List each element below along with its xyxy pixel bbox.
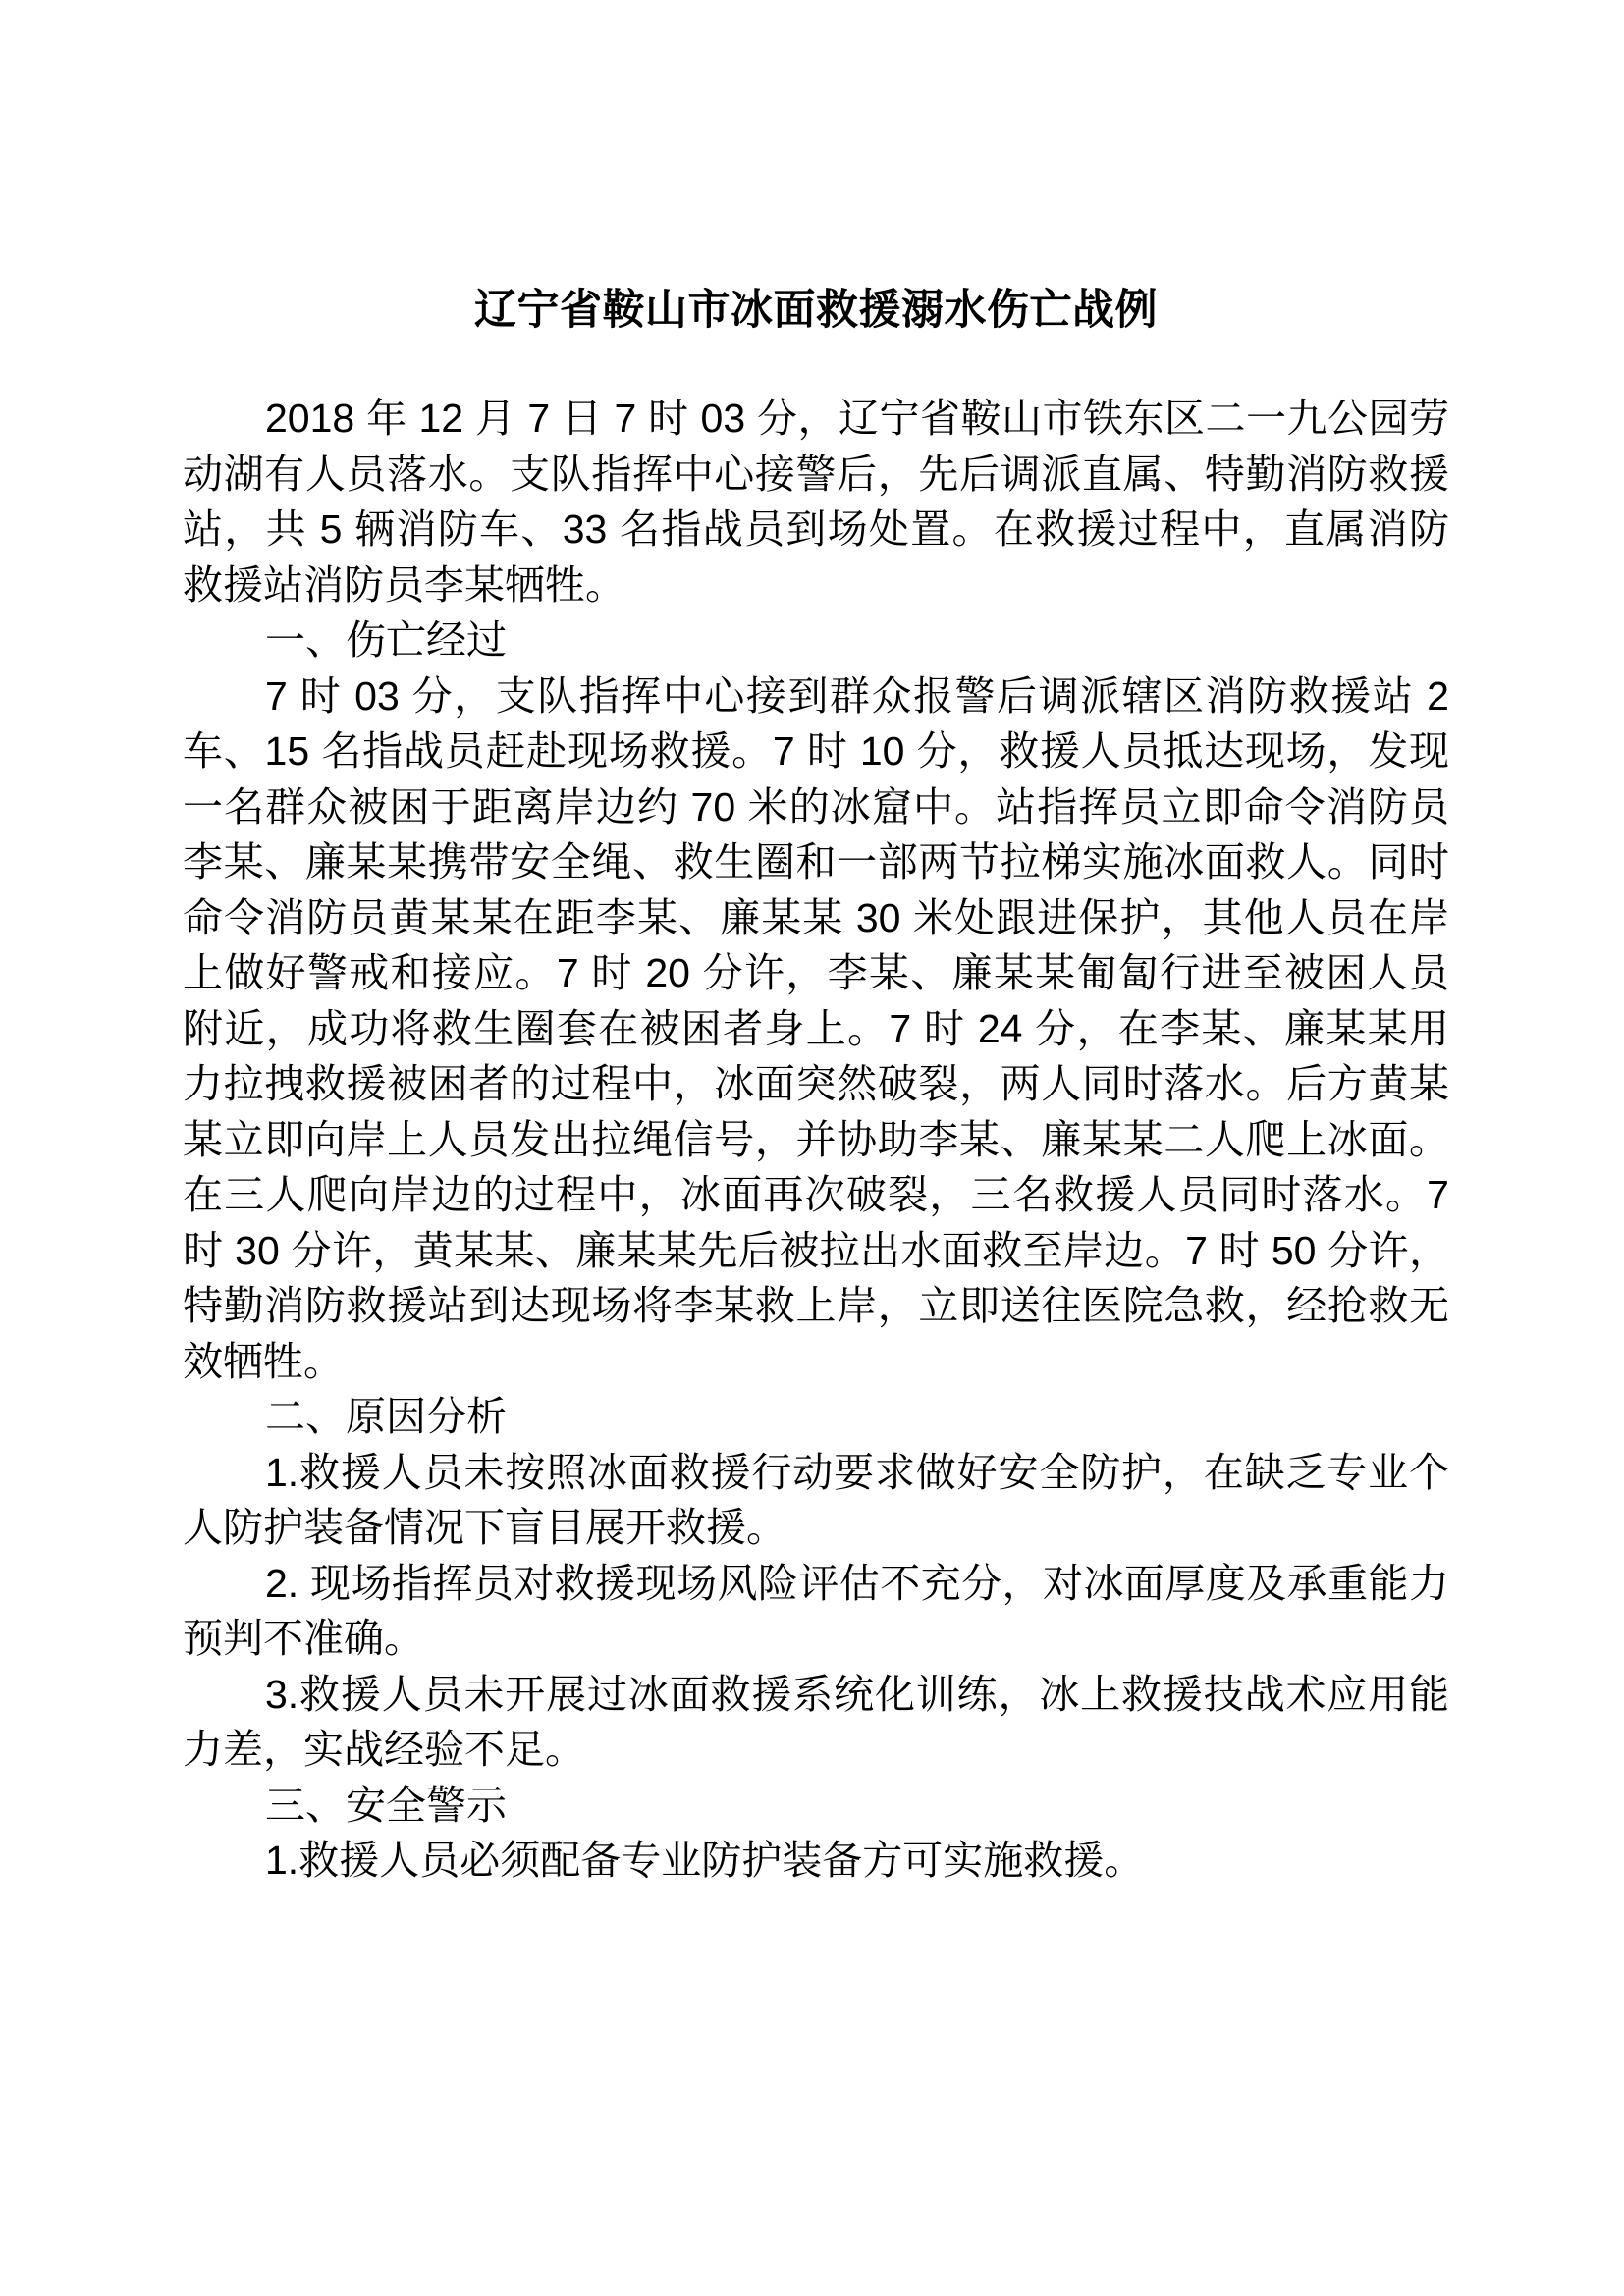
section-1-paragraph-1: 7 时 03 分，支队指挥中心接到群众报警后调派辖区消防救援站 2 车、15 名指战员赶赴现场救援。7 时 10 分，救援人员抵达现场，发现一名群众被困于距离岸边约 70 米的冰窟中。站指挥员立即命令消防员李某、廉某某携带安全绳、救生圈和一部两节拉梯实施冰面救人。同时命令消防员黄某某在距李某、廉某某 30 米处跟进保护，其他人员在岸上做好警戒和接应。7 时 20 分许，李某、廉某某匍匐行进至被困人员附近，成功将救生圈套在被困者身上。7 时 24 分，在李某、廉某某用力拉拽救援被困者的过程中，冰面突然破裂，两人同时落水。后方黄某某立即向岸上人员发出拉绳信号，并协助李某、廉某某二人爬上冰面。在三人爬向岸边的过程中，冰面再次破裂，三名救援人员同时落水。7 时 30 分许，黄某某、廉某某先后被拉出水面救至岸边。7 时 50 分许，特勤消防救援站到达现场将李某救上岸，立即送往医院急救，经抢救无效牺牲。 <box>183 672 1449 1384</box>
document-body <box>183 281 1449 1889</box>
section-cause-analysis <box>183 1389 1449 1778</box>
section-2-item-1: 1.救援人员未按照冰面救援行动要求做好安全防护，在缺乏专业个人防护装备情况下盲目展开救援。 <box>183 1449 1449 1550</box>
section-heading-3: 三、安全警示 <box>265 1782 507 1828</box>
section-heading-2: 二、原因分析 <box>265 1394 507 1439</box>
section-3-item-1: 1.救援人员必须配备专业防护装备方可实施救援。 <box>265 1838 1145 1883</box>
section-safety-warning <box>183 1778 1449 1889</box>
section-2-item-3: 3.救援人员未开展过冰面救援系统化训练，冰上救援技战术应用能力差，实战经验不足。 <box>183 1671 1449 1772</box>
page-title: 辽宁省鞍山市冰面救援溺水伤亡战例 <box>474 287 1158 334</box>
section-casualty-process <box>183 613 1449 1389</box>
intro-paragraph: 2018 年 12 月 7 日 7 时 03 分，辽宁省鞍山市铁东区二一九公园劳动湖有人员落水。支队指挥中心接警后，先后调派直属、特勤消防救援站，共 5 辆消防车、33 名指战员到场处置。在救援过程中，直属消防救援站消防员李某牺牲。 <box>183 396 1449 608</box>
section-heading-1: 一、伤亡经过 <box>265 617 507 663</box>
section-2-item-2: 2. 现场指挥员对救援现场风险评估不充分，对冰面厚度及承重能力预判不准确。 <box>183 1560 1449 1661</box>
